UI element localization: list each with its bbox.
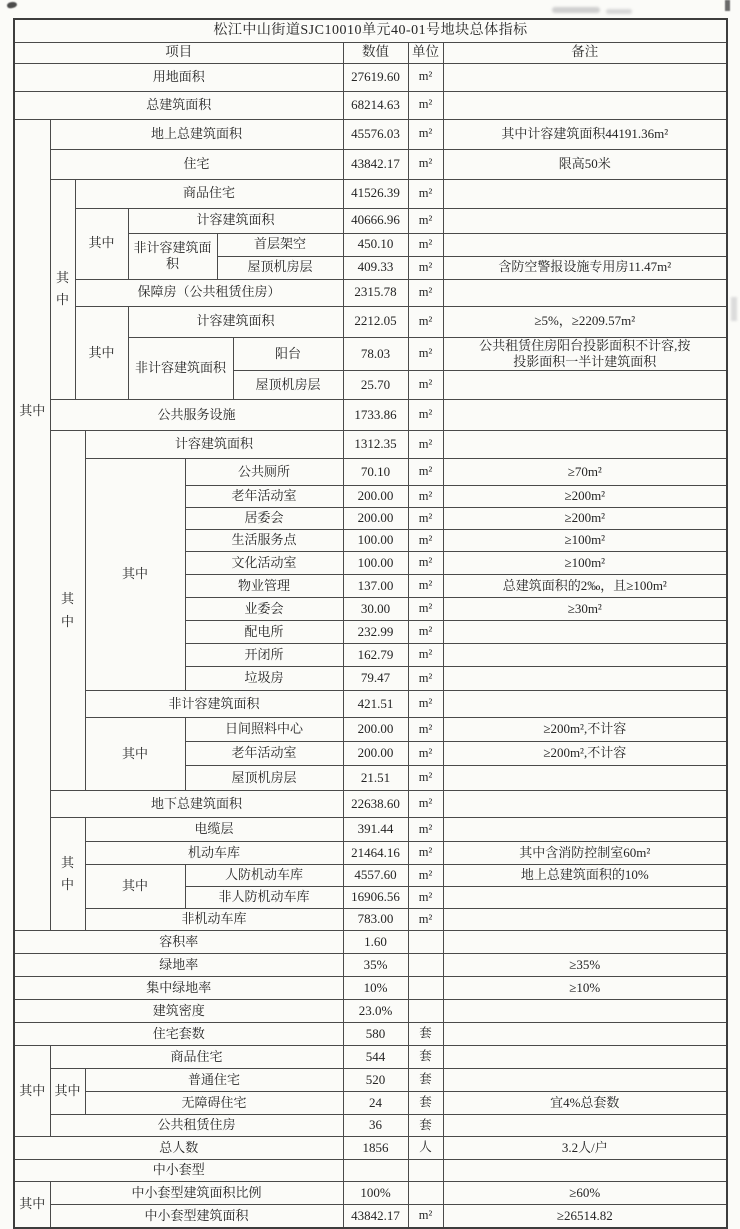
row-gf-kaibi-item: 开闭所: [185, 644, 343, 667]
merged-qizhong-level2-taoshu: 其中: [50, 1069, 85, 1115]
merged-feijirong-shangpin: 非计容建筑面积: [128, 233, 217, 279]
row-gf-juwei-item: 居委会: [185, 508, 343, 530]
row-gf-yewei-unit: m²: [408, 598, 443, 621]
row-sp-wuding-note: 含防空警报设施专用房11.47m²: [443, 256, 727, 279]
scan-artifact: [6, 1, 17, 9]
row-bz-yangtai-note: 公共租赁住房阳台投影面积不计容,按投影面积一半计建筑面积: [443, 337, 727, 371]
row-gf-rijian-item: 日间照料中心: [185, 718, 343, 742]
row-baozhang-value: 2315.78: [343, 279, 408, 306]
row-gf-laji-item: 垃圾房: [185, 667, 343, 691]
row-lvdilv-note: ≥35%: [443, 954, 727, 977]
row-lvdilv-value: 35%: [343, 954, 408, 977]
row-baozhang-item: 保障房（公共租赁住房）: [75, 279, 343, 306]
row-midu-item: 建筑密度: [14, 1000, 343, 1023]
row-gf-gongce-note: ≥70m²: [443, 459, 727, 486]
row-sp-jiakong-unit: m²: [408, 233, 443, 256]
header-note: 备注: [443, 42, 727, 63]
row-shangpin-item: 商品住宅: [75, 179, 343, 208]
scan-artifact: [731, 297, 737, 321]
plot-indicators-table: [13, 18, 728, 1229]
row-gongfu-value: 1733.86: [343, 400, 408, 431]
row-bz-jirong-note: ≥5%，≥2209.57m²: [443, 306, 727, 337]
row-renfang-item: 人防机动车库: [185, 865, 343, 887]
row-gf-laonian2-value: 200.00: [343, 742, 408, 766]
row-renshu-item: 总人数: [14, 1137, 343, 1160]
row-dixia-unit: m²: [408, 791, 443, 818]
row-lvdilv-item: 绿地率: [14, 954, 343, 977]
row-gongzu-tao-note: [443, 1115, 727, 1137]
header-unit: 单位: [408, 42, 443, 63]
row-wuzhangai-unit: 套: [408, 1092, 443, 1115]
row-sp-jiakong-note: [443, 233, 727, 256]
row-rongjilv-item: 容积率: [14, 931, 343, 954]
row-zx-bili-value: 100%: [343, 1182, 408, 1205]
row-feirenfang-item: 非人防机动车库: [185, 887, 343, 909]
row-wuzhangai-value: 24: [343, 1092, 408, 1115]
row-gf-peidian-item: 配电所: [185, 621, 343, 644]
row-zx-mianji-note: ≥26514.82: [443, 1205, 727, 1228]
row-yongdi-item: 用地面积: [14, 63, 343, 91]
row-sp-tao-unit: 套: [408, 1046, 443, 1069]
merged-qizhong-level2-gongfu: 其中: [50, 431, 85, 791]
row-gongzu-tao-unit: 套: [408, 1115, 443, 1137]
row-zhuzhai-item: 住宅: [50, 149, 343, 179]
row-dishang-unit: m²: [408, 119, 443, 149]
row-gf-laonian2-item: 老年活动室: [185, 742, 343, 766]
row-bz-yangtai-item: 阳台: [233, 337, 343, 371]
row-gf-rijian-note: ≥200m²,不计容: [443, 718, 727, 742]
row-zhongxiao-value: [343, 1160, 408, 1182]
row-jidong-item: 机动车库: [85, 842, 343, 865]
row-rongjilv-unit: [408, 931, 443, 954]
row-gf-shenghuo-value: 100.00: [343, 530, 408, 552]
row-feirenfang-unit: m²: [408, 887, 443, 909]
row-zx-mianji-item: 中小套型建筑面积: [50, 1205, 343, 1228]
row-gf-jirong-note: [443, 431, 727, 459]
row-gf-yewei-note: ≥30m²: [443, 598, 727, 621]
row-sp-jiakong-value: 450.10: [343, 233, 408, 256]
row-renshu-note: 3.2人/户: [443, 1137, 727, 1160]
scan-artifact: [725, 0, 730, 11]
row-bz-yangtai-value: 78.03: [343, 337, 408, 371]
row-putong-unit: 套: [408, 1069, 443, 1092]
row-gf-yewei-item: 业委会: [185, 598, 343, 621]
row-rongjilv-note: [443, 931, 727, 954]
row-sp-wuding-value: 409.33: [343, 256, 408, 279]
row-gf-laonian-item: 老年活动室: [185, 486, 343, 508]
row-shangpin-note: [443, 179, 727, 208]
row-midu-unit: [408, 1000, 443, 1023]
row-renfang-note: 地上总建筑面积的10%: [443, 865, 727, 887]
row-gf-juwei-note: ≥200m²: [443, 508, 727, 530]
row-gf-jirong-value: 1312.35: [343, 431, 408, 459]
row-gf-feijirong-value: 421.51: [343, 691, 408, 718]
row-gf-yewei-value: 30.00: [343, 598, 408, 621]
row-gf-laji-value: 79.47: [343, 667, 408, 691]
row-yongdi-note: [443, 63, 727, 91]
row-gongzu-tao-item: 公共租赁住房: [50, 1115, 343, 1137]
row-gf-laji-note: [443, 667, 727, 691]
row-bz-wuding-item: 屋顶机房层: [233, 371, 343, 400]
row-bz-wuding-value: 25.70: [343, 371, 408, 400]
row-gf-laonian2-note: ≥200m²,不计容: [443, 742, 727, 766]
row-gf-laji-unit: m²: [408, 667, 443, 691]
row-sp-wuding-unit: m²: [408, 256, 443, 279]
row-sp-jiakong-item: 首层架空: [217, 233, 343, 256]
row-dixia-item: 地下总建筑面积: [50, 791, 343, 818]
row-gf-peidian-unit: m²: [408, 621, 443, 644]
row-rongjilv-value: 1.60: [343, 931, 408, 954]
merged-qizhong-level1: 其中: [14, 119, 50, 931]
row-dishang-value: 45576.03: [343, 119, 408, 149]
row-feijidong-item: 非机动车库: [85, 909, 343, 931]
row-sp-jirong-note: [443, 208, 727, 233]
row-bz-wuding-note: [443, 371, 727, 400]
row-shangpin-unit: m²: [408, 179, 443, 208]
row-feirenfang-note: [443, 887, 727, 909]
row-zx-bili-note: ≥60%: [443, 1182, 727, 1205]
row-zhongxiao-unit: [408, 1160, 443, 1182]
row-taoshu-item: 住宅套数: [14, 1023, 343, 1046]
row-jidong-unit: m²: [408, 842, 443, 865]
row-zhuzhai-note: 限高50米: [443, 149, 727, 179]
row-zhongxiao-item: 中小套型: [14, 1160, 343, 1182]
row-taoshu-note: [443, 1023, 727, 1046]
row-dianlan-note: [443, 818, 727, 842]
row-gf-wuye-value: 137.00: [343, 575, 408, 598]
merged-qizhong-level1-taoshu: 其中: [14, 1046, 50, 1137]
row-jizhonglvdi-unit: [408, 977, 443, 1000]
row-dianlan-unit: m²: [408, 818, 443, 842]
row-zongjianzhu-note: [443, 91, 727, 119]
row-jizhonglvdi-value: 10%: [343, 977, 408, 1000]
row-gf-rijian-unit: m²: [408, 718, 443, 742]
row-zhuzhai-value: 43842.17: [343, 149, 408, 179]
row-sp-tao-value: 544: [343, 1046, 408, 1069]
merged-qizhong-level3-gongfu-feijirong: 其中: [85, 718, 185, 791]
row-zongjianzhu-value: 68214.63: [343, 91, 408, 119]
row-gf-kaibi-unit: m²: [408, 644, 443, 667]
row-dianlan-value: 391.44: [343, 818, 408, 842]
row-zongjianzhu-item: 总建筑面积: [14, 91, 343, 119]
row-gongzu-tao-value: 36: [343, 1115, 408, 1137]
row-zongjianzhu-unit: m²: [408, 91, 443, 119]
scan-artifact: [552, 7, 600, 13]
header-value: 数值: [343, 42, 408, 63]
row-gf-gongce-item: 公共厕所: [185, 459, 343, 486]
row-jizhonglvdi-item: 集中绿地率: [14, 977, 343, 1000]
row-zhuzhai-unit: m²: [408, 149, 443, 179]
row-gf-peidian-value: 232.99: [343, 621, 408, 644]
row-gf-laonian-unit: m²: [408, 486, 443, 508]
row-gongfu-item: 公共服务设施: [50, 400, 343, 431]
table-title: 松江中山街道SJC10010单元40-01号地块总体指标: [14, 19, 727, 42]
row-feijidong-note: [443, 909, 727, 931]
row-bz-jirong-unit: m²: [408, 306, 443, 337]
row-zx-mianji-unit: m²: [408, 1205, 443, 1228]
row-gf-wuye-item: 物业管理: [185, 575, 343, 598]
row-gf-shenghuo-unit: m²: [408, 530, 443, 552]
row-gf-gongce-unit: m²: [408, 459, 443, 486]
merged-qizhong-level2-housing: 其中: [50, 179, 75, 400]
row-gf-wenhua-value: 100.00: [343, 552, 408, 575]
row-putong-value: 520: [343, 1069, 408, 1092]
row-dishang-item: 地上总建筑面积: [50, 119, 343, 149]
row-gf-wuding-note: [443, 766, 727, 791]
row-dixia-note: [443, 791, 727, 818]
row-gf-feijirong-item: 非计容建筑面积: [85, 691, 343, 718]
row-gf-wuding-value: 21.51: [343, 766, 408, 791]
row-bz-yangtai-unit: m²: [408, 337, 443, 371]
row-zx-bili-unit: [408, 1182, 443, 1205]
row-gongfu-unit: m²: [408, 400, 443, 431]
row-gf-shenghuo-note: ≥100m²: [443, 530, 727, 552]
row-midu-value: 23.0%: [343, 1000, 408, 1023]
row-gf-laonian2-unit: m²: [408, 742, 443, 766]
merged-qizhong-level2-dixia: 其中: [50, 818, 85, 931]
row-feijidong-value: 783.00: [343, 909, 408, 931]
row-gf-laonian-note: ≥200m²: [443, 486, 727, 508]
row-taoshu-unit: 套: [408, 1023, 443, 1046]
row-wuzhangai-note: 宜4%总套数: [443, 1092, 727, 1115]
row-gf-shenghuo-item: 生活服务点: [185, 530, 343, 552]
row-jizhonglvdi-note: ≥10%: [443, 977, 727, 1000]
row-gf-peidian-note: [443, 621, 727, 644]
row-gf-feijirong-unit: m²: [408, 691, 443, 718]
row-zx-mianji-value: 43842.17: [343, 1205, 408, 1228]
row-wuzhangai-item: 无障碍住宅: [85, 1092, 343, 1115]
row-gf-juwei-unit: m²: [408, 508, 443, 530]
row-taoshu-value: 580: [343, 1023, 408, 1046]
row-bz-jirong-item: 计容建筑面积: [128, 306, 343, 337]
row-gf-gongce-value: 70.10: [343, 459, 408, 486]
row-yongdi-value: 27619.60: [343, 63, 408, 91]
row-sp-wuding-item: 屋顶机房层: [217, 256, 343, 279]
row-renshu-value: 1856: [343, 1137, 408, 1160]
row-jidong-note: 其中含消防控制室60m²: [443, 842, 727, 865]
row-lvdilv-unit: [408, 954, 443, 977]
row-sp-tao-item: 商品住宅: [50, 1046, 343, 1069]
row-sp-jirong-value: 40666.96: [343, 208, 408, 233]
row-renshu-unit: 人: [408, 1137, 443, 1160]
row-gf-wenhua-item: 文化活动室: [185, 552, 343, 575]
row-gf-wuding-item: 屋顶机房层: [185, 766, 343, 791]
merged-qizhong-level3-gongfu-jirong: 其中: [85, 459, 185, 691]
row-sp-tao-note: [443, 1046, 727, 1069]
merged-qizhong-level3-shangpin: 其中: [75, 208, 128, 279]
row-feirenfang-value: 16906.56: [343, 887, 408, 909]
row-gf-wuye-note: 总建筑面积的2‰，且≥100m²: [443, 575, 727, 598]
row-gf-jirong-unit: m²: [408, 431, 443, 459]
scan-artifact: [606, 9, 632, 14]
row-dixia-value: 22638.60: [343, 791, 408, 818]
merged-qizhong-level3-cheku: 其中: [85, 865, 185, 909]
row-zhongxiao-note: [443, 1160, 727, 1182]
row-gf-rijian-value: 200.00: [343, 718, 408, 742]
row-zx-bili-item: 中小套型建筑面积比例: [50, 1182, 343, 1205]
row-gf-wuye-unit: m²: [408, 575, 443, 598]
row-midu-note: [443, 1000, 727, 1023]
row-putong-note: [443, 1069, 727, 1092]
merged-qizhong-level1-zhongxiao: 其中: [14, 1182, 50, 1228]
merged-feijirong-baozhang: 非计容建筑面积: [128, 337, 233, 400]
row-dianlan-item: 电缆层: [85, 818, 343, 842]
row-baozhang-note: [443, 279, 727, 306]
row-shangpin-value: 41526.39: [343, 179, 408, 208]
row-dishang-note: 其中计容建筑面积44191.36m²: [443, 119, 727, 149]
row-yongdi-unit: m²: [408, 63, 443, 91]
row-feijidong-unit: m²: [408, 909, 443, 931]
row-sp-jirong-unit: m²: [408, 208, 443, 233]
merged-qizhong-level3-baozhang: 其中: [75, 306, 128, 400]
row-gongfu-note: [443, 400, 727, 431]
row-gf-wenhua-unit: m²: [408, 552, 443, 575]
row-renfang-value: 4557.60: [343, 865, 408, 887]
row-gf-jirong-item: 计容建筑面积: [85, 431, 343, 459]
row-renfang-unit: m²: [408, 865, 443, 887]
row-gf-juwei-value: 200.00: [343, 508, 408, 530]
row-gf-laonian-value: 200.00: [343, 486, 408, 508]
row-gf-wenhua-note: ≥100m²: [443, 552, 727, 575]
row-gf-kaibi-value: 162.79: [343, 644, 408, 667]
row-putong-item: 普通住宅: [85, 1069, 343, 1092]
row-baozhang-unit: m²: [408, 279, 443, 306]
row-gf-wuding-unit: m²: [408, 766, 443, 791]
header-item: 项目: [14, 42, 343, 63]
row-jidong-value: 21464.16: [343, 842, 408, 865]
row-bz-wuding-unit: m²: [408, 371, 443, 400]
row-bz-jirong-value: 2212.05: [343, 306, 408, 337]
row-gf-kaibi-note: [443, 644, 727, 667]
row-sp-jirong-item: 计容建筑面积: [128, 208, 343, 233]
row-gf-feijirong-note: [443, 691, 727, 718]
